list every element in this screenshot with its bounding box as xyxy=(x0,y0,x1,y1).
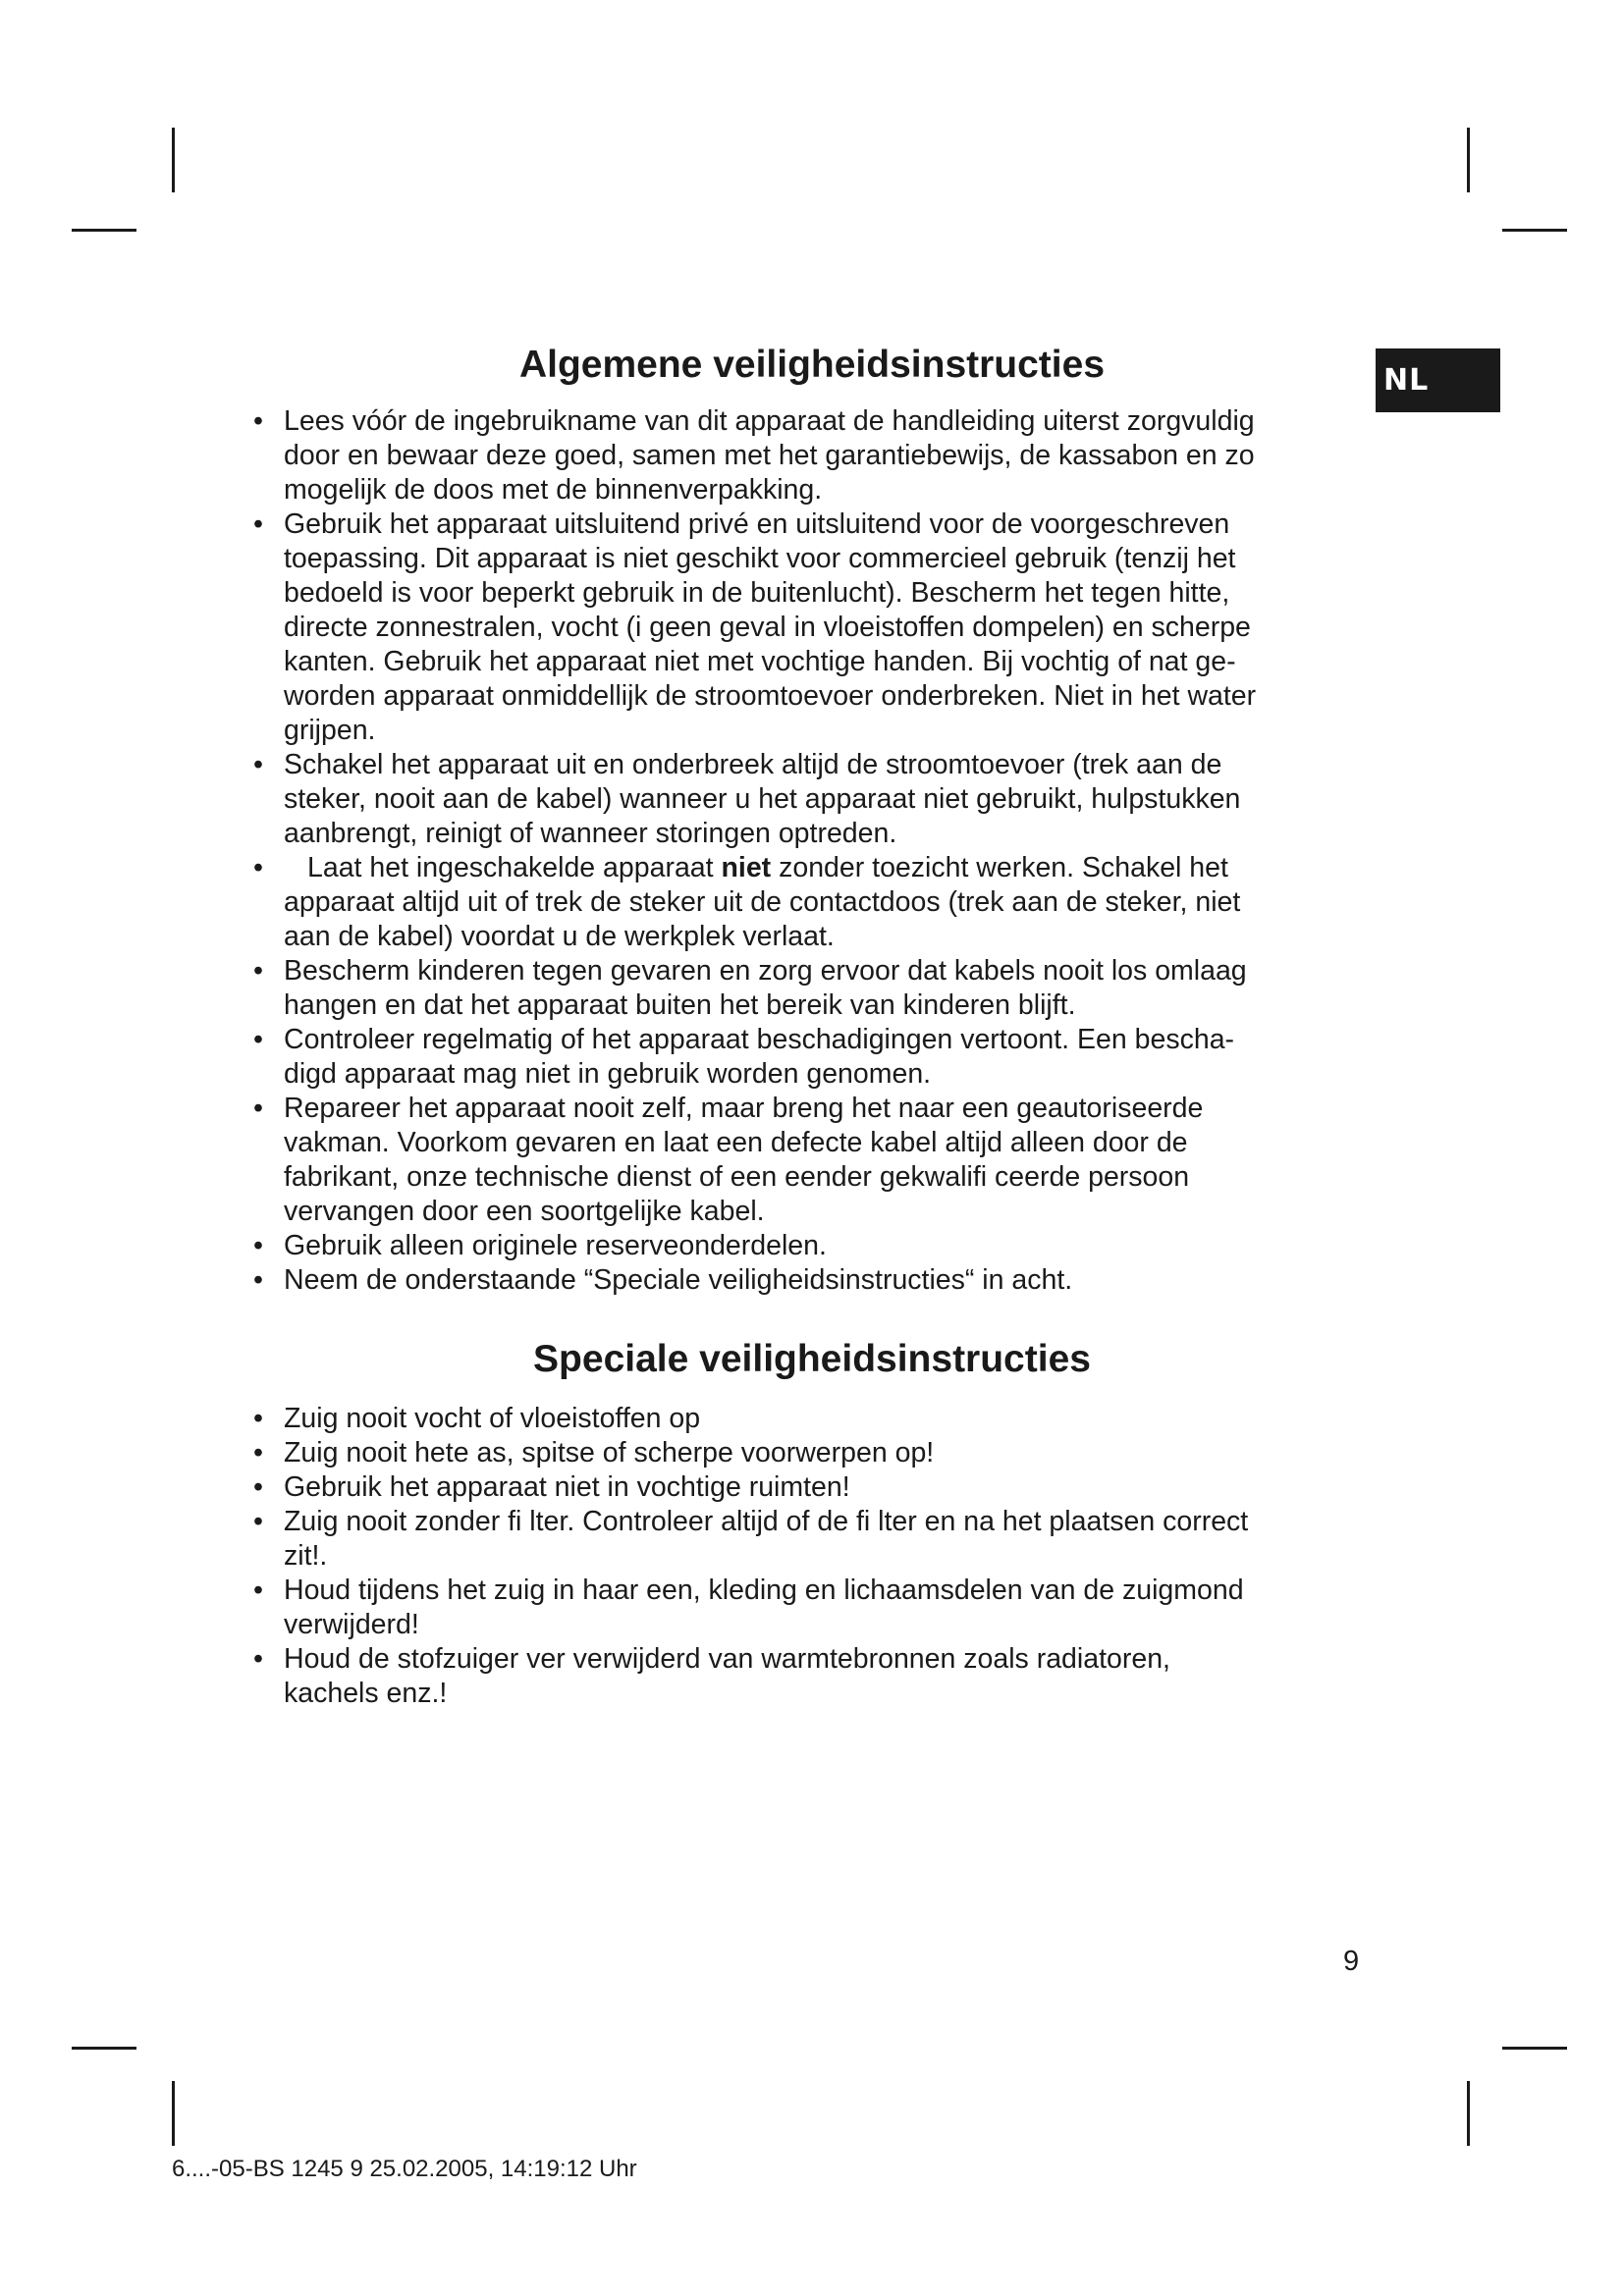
line: Repareer het apparaat nooit zelf, maar breng het naar een geautoriseerde xyxy=(284,1093,1204,1124)
line: grijpen. xyxy=(284,715,376,746)
section-title-general: Algemene veiligheidsinstructies xyxy=(518,344,1106,386)
list-item xyxy=(253,1092,1373,1229)
line: worden apparaat onmiddellijk de stroomtoevoer onderbreken. Niet in het water xyxy=(284,680,1257,712)
list-item xyxy=(253,1642,1373,1711)
line: aanbrengt, reinigt of wanneer storingen optreden. xyxy=(284,818,897,849)
emphasis: niet xyxy=(721,852,772,883)
line: Neem de onderstaande “Speciale veiligheidsinstructies“ in acht. xyxy=(284,1264,1073,1296)
list-item xyxy=(253,1229,1373,1263)
crop-mark-bottom-left-horizontal xyxy=(72,2047,136,2050)
list-item xyxy=(253,1023,1373,1092)
crop-mark-top-left-horizontal xyxy=(72,229,136,232)
line: Zuig nooit vocht of vloeistoffen op xyxy=(284,1403,701,1434)
list-item xyxy=(253,404,1373,507)
text: Laat het ingeschakelde apparaat xyxy=(307,852,722,883)
line: fabrikant, onze technische dienst of een eender gekwalifi ceerde persoon xyxy=(284,1161,1190,1193)
line xyxy=(309,851,1373,885)
line: Bescherm kinderen tegen gevaren en zorg ervoor dat kabels nooit los omlaag xyxy=(284,955,1247,987)
bullet: • xyxy=(253,1093,263,1124)
line: Gebruik het apparaat uitsluitend privé en uitsluitend voor de voorgeschreven xyxy=(284,508,1230,540)
list-item xyxy=(253,851,1373,954)
line: Controleer regelmatig of het apparaat beschadigingen vertoont. Een bescha- xyxy=(284,1024,1235,1055)
list-item xyxy=(253,1402,1373,1436)
line: digd apparaat mag niet in gebruik worden genomen. xyxy=(284,1058,932,1090)
line: Lees vóór de ingebruikname van dit apparaat de handleiding uiterst zorgvuldig xyxy=(284,405,1255,437)
line: directe zonnestralen, vocht (i geen geval in vloeistoffen dompelen) en scherpe xyxy=(284,612,1251,643)
crop-mark-bottom-right-vertical xyxy=(1467,2081,1470,2146)
list-item xyxy=(253,1574,1373,1642)
bullet: • xyxy=(253,1506,263,1537)
list-item xyxy=(253,1436,1373,1470)
line: vervangen door een soortgelijke kabel. xyxy=(284,1196,765,1227)
special-safety-list xyxy=(253,1402,1373,1711)
line: vakman. Voorkom gevaren en laat een defecte kabel altijd alleen door de xyxy=(284,1127,1188,1158)
line: verwijderd! xyxy=(284,1609,419,1640)
general-safety-list xyxy=(253,404,1373,1298)
line: kachels enz.! xyxy=(284,1678,448,1709)
bullet: • xyxy=(253,1575,263,1606)
line: Houd tijdens het zuig in haar een, kleding en lichaamsdelen van de zuigmond xyxy=(284,1575,1244,1606)
bullet: • xyxy=(253,1437,263,1468)
line: bedoeld is voor beperkt gebruik in de buitenlucht). Bescherm het tegen hitte, xyxy=(284,577,1230,609)
language-tab: NL xyxy=(1376,348,1500,412)
line: door en bewaar deze goed, samen met het garantiebewijs, de kassabon en zo xyxy=(284,440,1255,471)
line: toepassing. Dit apparaat is niet geschikt voor commercieel gebruik (tenzij het xyxy=(284,543,1236,574)
line: hangen en dat het apparaat buiten het bereik van kinderen blijft. xyxy=(284,989,1076,1021)
page-number: 9 xyxy=(1343,1946,1360,1977)
crop-mark-bottom-left-vertical xyxy=(172,2081,175,2146)
bullet: • xyxy=(253,508,263,540)
list-item xyxy=(253,1470,1373,1505)
line: kanten. Gebruik het apparaat niet met vochtige handen. Bij vochtig of nat ge- xyxy=(284,646,1236,677)
list-item xyxy=(253,507,1373,748)
bullet: • xyxy=(253,1230,263,1261)
section-title-special: Speciale veiligheidsinstructies xyxy=(533,1338,1091,1380)
line: Zuig nooit zonder fi lter. Controleer altijd of de fi lter en na het plaatsen correct xyxy=(284,1506,1249,1537)
crop-mark-top-right-horizontal xyxy=(1502,229,1567,232)
bullet: • xyxy=(253,1264,263,1296)
list-item xyxy=(253,1505,1373,1574)
bullet: • xyxy=(253,1471,263,1503)
line: Zuig nooit hete as, spitse of scherpe voorwerpen op! xyxy=(284,1437,935,1468)
line: Houd de stofzuiger ver verwijderd van warmtebronnen zoals radiatoren, xyxy=(284,1643,1170,1675)
line: apparaat altijd uit of trek de steker uit de contactdoos (trek aan de steker, niet xyxy=(284,886,1241,918)
line: Gebruik het apparaat niet in vochtige ruimten! xyxy=(284,1471,850,1503)
crop-mark-top-left-vertical xyxy=(172,128,175,192)
bullet: • xyxy=(253,852,263,883)
list-item xyxy=(253,954,1373,1023)
bullet: • xyxy=(253,1024,263,1055)
line: mogelijk de doos met de binnenverpakking. xyxy=(284,474,823,506)
crop-mark-top-right-vertical xyxy=(1467,128,1470,192)
list-item xyxy=(253,1263,1373,1298)
line: steker, nooit aan de kabel) wanneer u het apparaat niet gebruikt, hulpstukken xyxy=(284,783,1241,815)
bullet: • xyxy=(253,1643,263,1675)
crop-mark-bottom-right-horizontal xyxy=(1502,2047,1567,2050)
line: aan de kabel) voordat u de werkplek verlaat. xyxy=(284,921,835,952)
text: zonder toezicht werken. Schakel het xyxy=(771,852,1228,883)
print-footer: 6....-05-BS 1245 9 25.02.2005, 14:19:12 Uhr xyxy=(172,2156,637,2182)
bullet: • xyxy=(253,1403,263,1434)
list-item xyxy=(253,748,1373,851)
line: zit!. xyxy=(284,1540,328,1572)
line: Schakel het apparaat uit en onderbreek altijd de stroomtoevoer (trek aan de xyxy=(284,749,1222,780)
bullet: • xyxy=(253,405,263,437)
bullet: • xyxy=(253,749,263,780)
line: Gebruik alleen originele reserveonderdelen. xyxy=(284,1230,827,1261)
bullet: • xyxy=(253,955,263,987)
